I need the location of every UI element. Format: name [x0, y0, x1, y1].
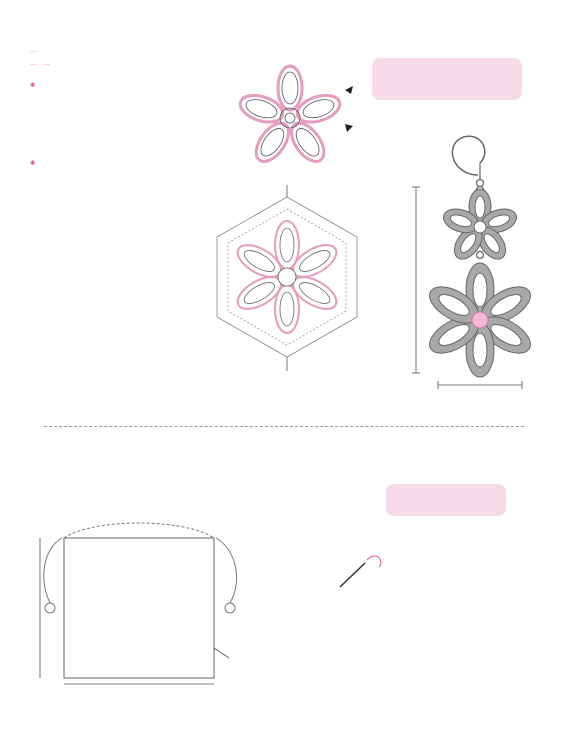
steps-list — [30, 170, 205, 202]
material-row — [30, 124, 210, 135]
lesson-ref: … … — [30, 60, 50, 67]
motif-b-diagram — [230, 62, 350, 172]
step-title — [30, 191, 205, 202]
pouch-diagram — [34, 508, 254, 708]
join-box-20 — [372, 58, 522, 100]
step-title — [30, 170, 205, 181]
material-row — [30, 92, 210, 103]
photo-ref: … — [30, 47, 36, 54]
section-divider — [44, 426, 524, 427]
materials-list — [30, 92, 210, 134]
whip-stitch-diagram — [295, 555, 545, 675]
step-title — [30, 181, 205, 192]
material-row — [30, 103, 210, 114]
motif-b-petals — [237, 66, 343, 167]
motif-a-diagram — [205, 180, 370, 375]
earring-illustration — [400, 135, 550, 400]
material-row — [30, 113, 210, 124]
join-box-24 — [386, 484, 506, 516]
materials-heading: ✱ — [30, 81, 36, 89]
steps-heading: ✱ — [30, 159, 36, 167]
